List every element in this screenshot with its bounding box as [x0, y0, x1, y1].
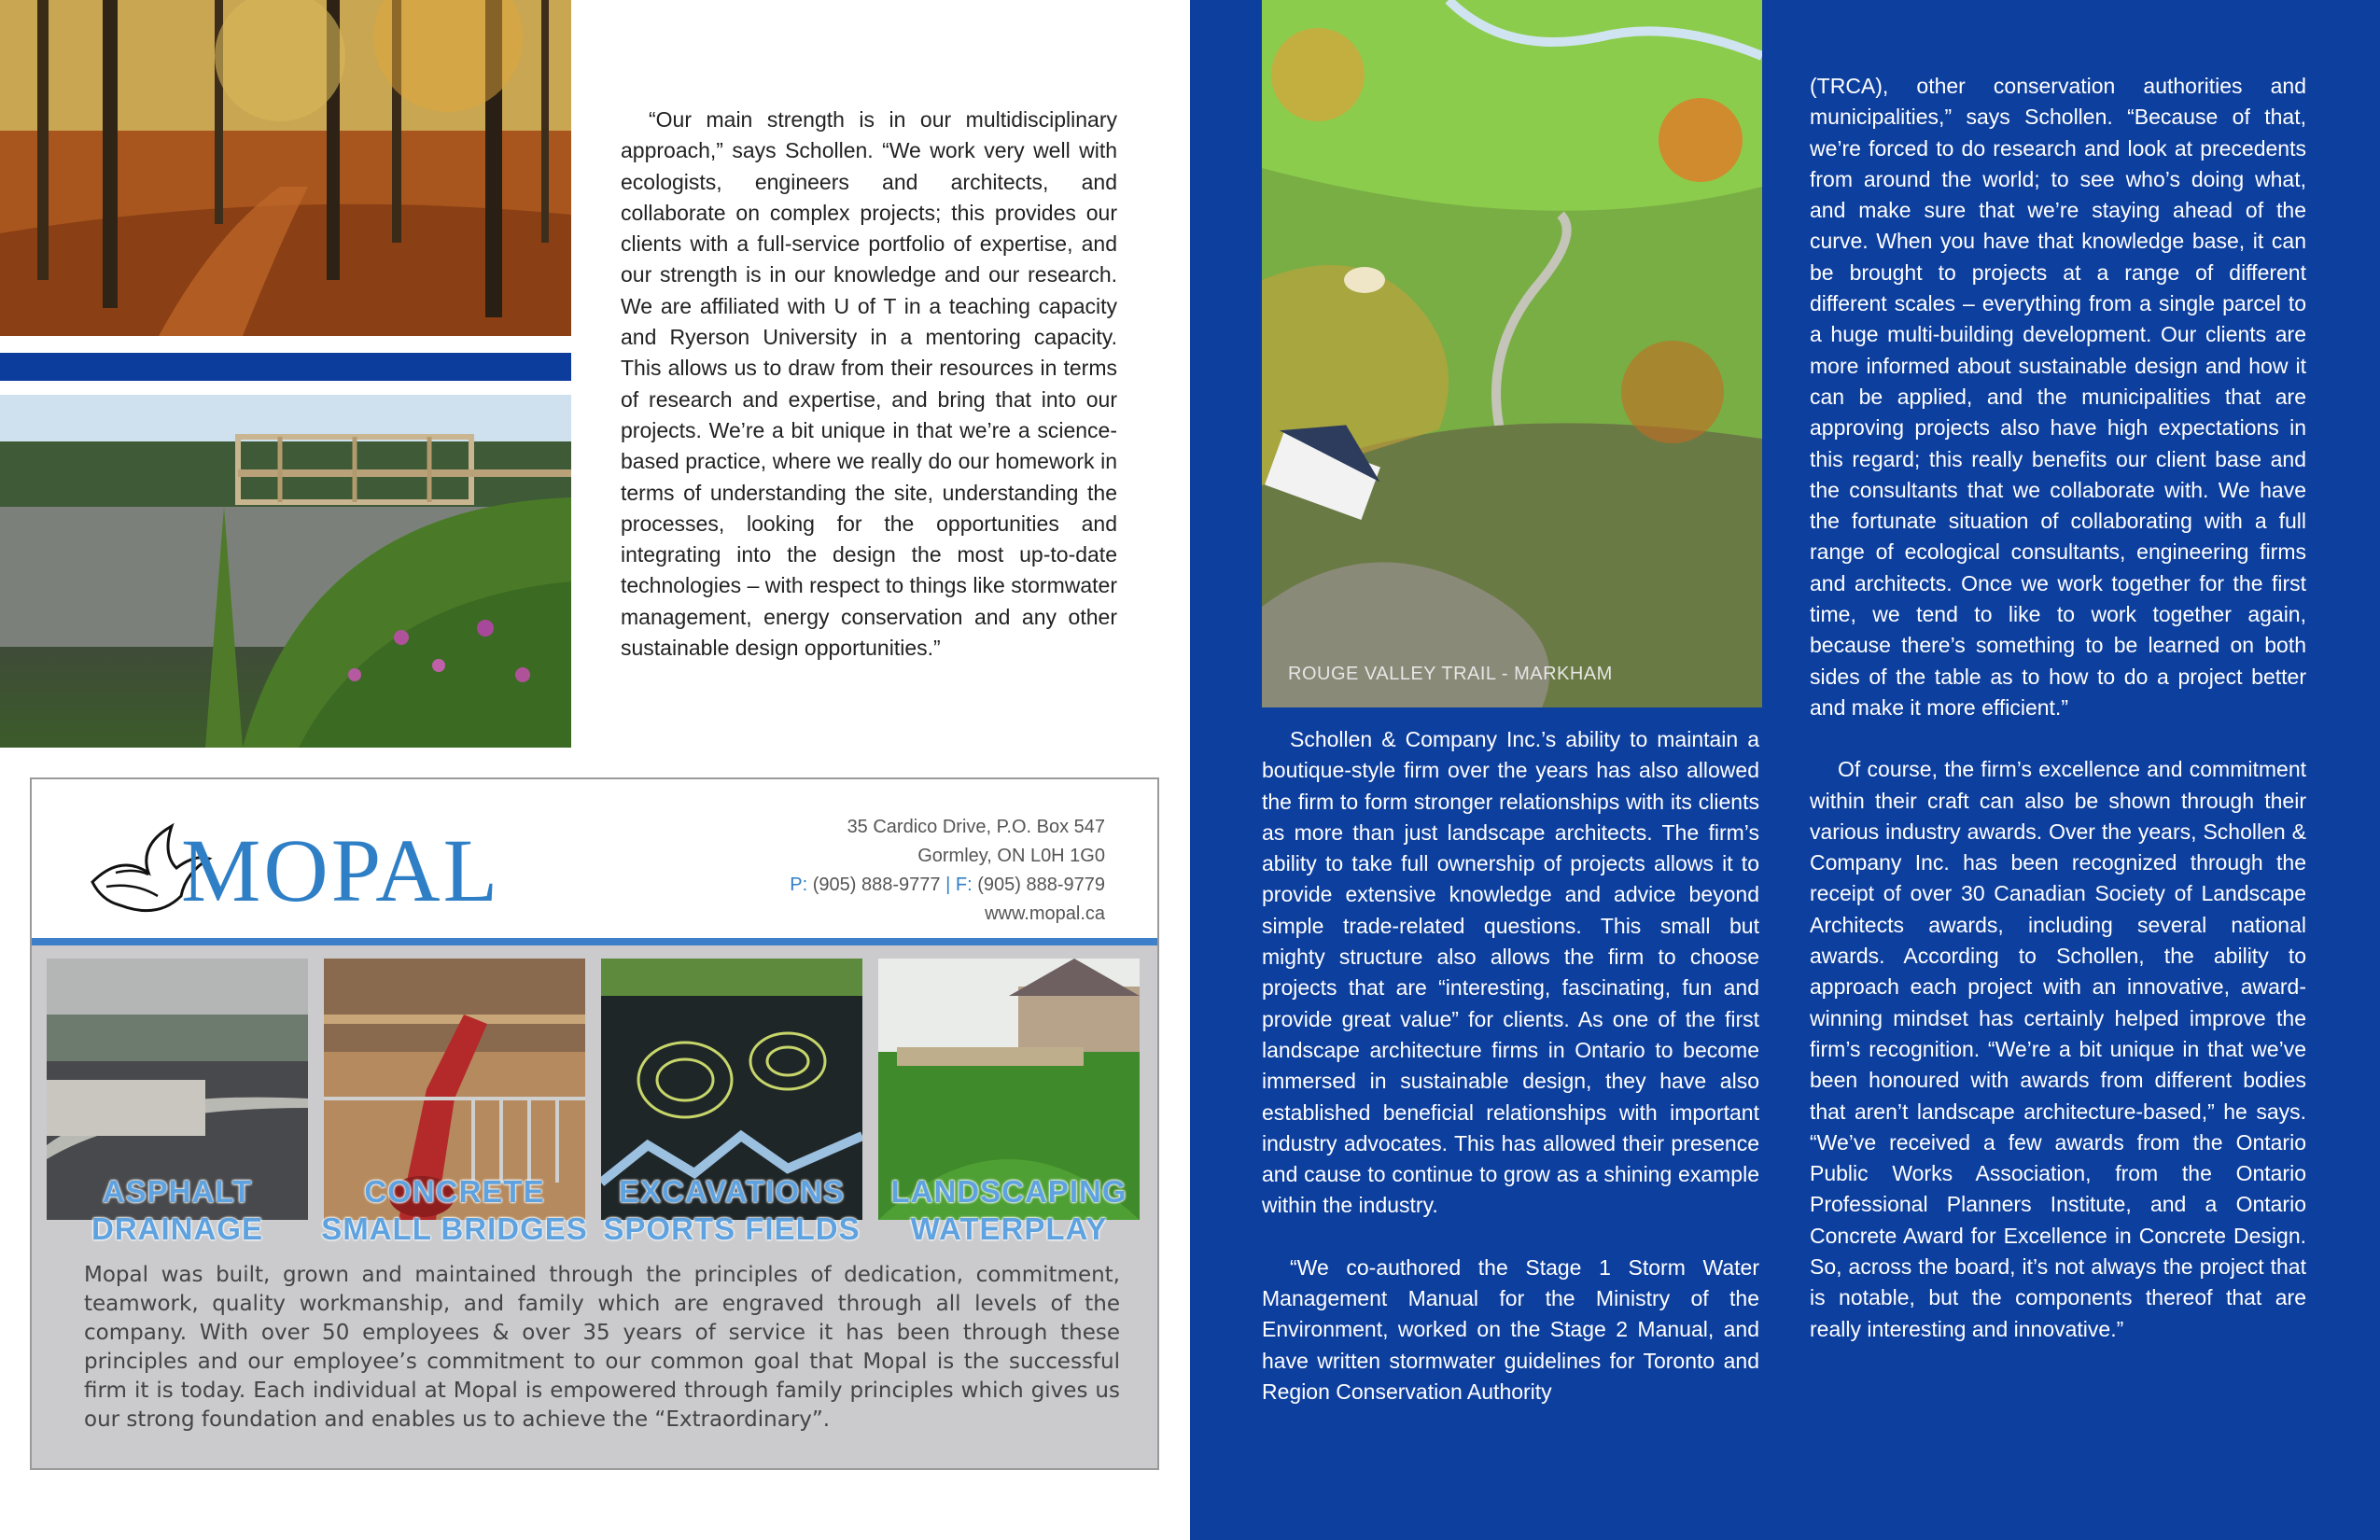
tile-caption-landscaping: LANDSCAPING WATERPLAY — [890, 1174, 1127, 1246]
ad-blue-rule — [32, 938, 1157, 945]
paragraph-spacer — [1262, 1222, 1759, 1253]
ad-description: Mopal was built, grown and maintained through the principles of dedication, commitment, teamwork, quality workmanship, and family which are engraved through all levels of the company. With over 50 employees & over 35 years of service it has been through these principles and our employee’s commitment to our common goal that Mopal is the successful firm it is today. Each individual at Mopal is empowered through family principles which gives us our strong foundation and enables us to achieve the “Extraordinary”. — [84, 1263, 1120, 1432]
aerial-golf-course-photo — [1262, 0, 1762, 707]
blue-divider-band — [0, 353, 571, 381]
quote-paragraph: “Our main strength is in our multidisciplinary approach,” says Schollen. “We work very well with ecologists, engineers and architects, and collaborate on complex projects; this provides our clients with a full-service portfolio of expertise, and our strength is in our knowledge and our research. We are affiliated with U of T in a teaching capacity and Ryerson University in a mentoring capacity. This allows us to draw from their resources in terms of research and expertise, and bring that into our projects. We’re a bit unique in that we’re a science-based practice, where we really do our homework in terms of understanding the site, understanding the processes, looking for the opportunities and integrating into the design the most up-to-date technologies – with respect to things like stormwater management, energy conservation and any other sustainable design opportunities.” — [621, 107, 1117, 661]
mopal-advertisement — [30, 777, 1159, 1470]
ad-header — [32, 779, 1157, 936]
tile-caption-asphalt: ASPHALT DRAINAGE — [91, 1174, 263, 1246]
tile-caption-excavations: EXCAVATIONS SPORTS FIELDS — [603, 1174, 861, 1246]
tile-caption-concrete: CONCRETE SMALL BRIDGES — [321, 1174, 588, 1246]
address-line-2: Gormley, ON L0H 1G0 — [917, 846, 1105, 866]
separator: | — [945, 875, 951, 895]
right-paragraph-2: Of course, the firm’s excellence and commitment within their craft can also be shown through their various industry awards. Over the years, Schollen & Company Inc. has been recognized through the receipt of over 30 Canadian Society of Landscape Architects awards, including several national awards. According to Schollen, the ability to approach each project with an innovative, award-winning mindset has certainly helped improve the firm’s recognition. “We’re a bit unique in that we’ve been honoured with awards from different bodies that aren’t landscape architecture-based,” he says. “We’ve received a few awards from the Ontario Public Works Association, from the Ontario Professional Planners Institute, and a Ontario Concrete Award for Excellence in Concrete Design. So, across the board, it’s not always the project that is notable, but the components thereof that are really interesting and innovative.” — [1810, 757, 2306, 1341]
phone-number: (905) 888-9777 — [812, 875, 941, 895]
lake-boardwalk-photo — [0, 395, 571, 748]
autumn-forest-photo — [0, 0, 571, 336]
fax-number: (905) 888-9779 — [977, 875, 1105, 895]
right-column-text — [1810, 71, 2306, 1345]
photo-caption: ROUGE VALLEY TRAIL - MARKHAM — [1288, 664, 1613, 684]
left-article-text — [621, 105, 1117, 664]
mopal-logo-text: MOPAL — [181, 820, 501, 920]
website-link[interactable]: www.mopal.ca — [985, 903, 1105, 924]
phone-fax-line — [790, 871, 1105, 900]
address-line-1: 35 Cardico Drive, P.O. Box 547 — [847, 817, 1105, 837]
phone-label: P: — [790, 875, 808, 895]
fax-label: F: — [955, 875, 973, 895]
middle-column-text — [1262, 724, 1759, 1407]
right-paragraph-1: (TRCA), other conservation authorities and municipalities,” says Schollen. “Because of that, we’re forced to do research and look at precedents from around the world; to see who’s doing what, and make sure that we’re staying ahead of the curve. When you have that knowledge base, it can be brought to projects at a range of different different scales – everything from a single parcel to a huge multi-building development. Our clients are more informed about sustainable design and how it can be applied, and the municipalities that are approving projects also have high expectations in this regard; this really benefits our client base and the consultants that we collaborate with. We have the fortunate situation of collaborating with a full range of ecological consultants, engineering firms and architects. Once we work together for the first time, we tend to like to work together again, because there’s something to be learned on both sides of the table as to how to do a project better and make it more efficient.” — [1810, 74, 2306, 720]
mid-paragraph-1: Schollen & Company Inc.’s ability to maintain a boutique-style firm over the years has also allowed the firm to form stronger relationships with its clients as more than just landscape architects. The firm’s ability to take full ownership of projects allows it to provide extensive knowledge and advice beyond simple trade-related questions. This small but mighty structure also allows the firm to choose projects that are “interesting, fascinating, fun and provide great value” for clients. As one of the first landscape architecture firms in Ontario to become immersed in sustainable design, they have also established beneficial relationships with important industry advocates. This has allowed their presence and cause to continue to grow as a shining example within the industry. — [1262, 727, 1759, 1218]
paragraph-spacer — [1810, 723, 2306, 754]
mid-paragraph-2: “We co-authored the Stage 1 Storm Water Management Manual for the Ministry of the Environment, worked on the Stage 2 Manual, and have written stormwater guidelines for Toronto and Region Conservation Authority — [1262, 1254, 1759, 1404]
